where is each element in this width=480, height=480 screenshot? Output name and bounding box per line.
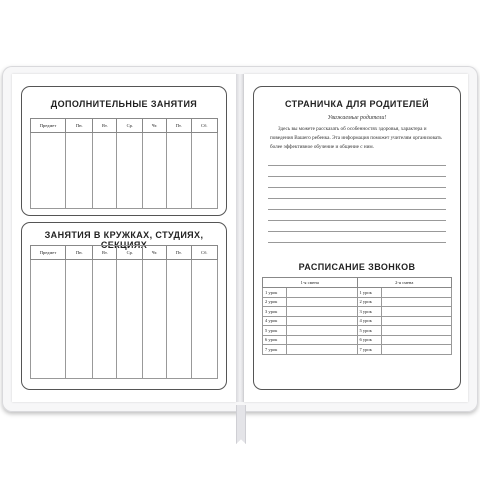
schedule-column-cell[interactable] [66, 133, 93, 209]
lesson-time-cell[interactable] [381, 288, 452, 298]
schedule-column-cell[interactable] [117, 133, 143, 209]
schedule-column-cell[interactable] [166, 133, 191, 209]
parents-intro-text: Здесь вы можете рассказать об особенностях здоровья, характера и поведения Вашего ребенка. Эта информация поможет учителям организовать более эффективное обучение и общение с ним. [270, 126, 442, 150]
lesson-label: 7 урок [357, 345, 381, 355]
lesson-label: 6 урок [357, 335, 381, 345]
schedule-column-header: Пн. [66, 246, 93, 260]
writing-line [268, 242, 446, 243]
writing-line [268, 187, 446, 188]
shift2-header: 2-я смена [357, 278, 452, 288]
schedule-column-cell[interactable] [93, 260, 117, 379]
writing-line [268, 198, 446, 199]
schedule-column-header: Сб. [191, 246, 217, 260]
shift1-header: 1-я смена [263, 278, 358, 288]
lesson-time-cell[interactable] [287, 316, 358, 326]
lesson-time-cell[interactable] [381, 345, 452, 355]
notebook-spine [236, 74, 244, 402]
lesson-label: 5 урок [263, 326, 287, 336]
lesson-time-cell[interactable] [287, 297, 358, 307]
schedule-column-cell[interactable] [143, 133, 167, 209]
schedule-column-header: Ср. [117, 246, 143, 260]
lesson-time-cell[interactable] [381, 326, 452, 336]
lesson-time-cell[interactable] [287, 335, 358, 345]
lesson-label: 1 урок [357, 288, 381, 298]
schedule-column-header: Вт. [93, 246, 117, 260]
lesson-time-cell[interactable] [381, 316, 452, 326]
schedule-column-cell[interactable] [93, 133, 117, 209]
lesson-label: 1 урок [263, 288, 287, 298]
writing-line [268, 176, 446, 177]
lesson-time-cell[interactable] [287, 345, 358, 355]
lesson-label: 5 урок [357, 326, 381, 336]
schedule-column-header: Пн. [66, 119, 93, 133]
writing-line [268, 209, 446, 210]
schedule-column-header: Вт. [93, 119, 117, 133]
parents-greeting: Уважаемые родители! [327, 115, 387, 121]
clubs-frame [21, 222, 227, 390]
extra-classes-table [30, 118, 218, 209]
schedule-column-cell[interactable] [143, 260, 167, 379]
schedule-column-cell[interactable] [31, 133, 66, 209]
schedule-column-cell[interactable] [166, 260, 191, 379]
lesson-label: 3 урок [357, 307, 381, 317]
lesson-label: 6 урок [263, 335, 287, 345]
lesson-label: 7 урок [263, 345, 287, 355]
schedule-column-cell[interactable] [117, 260, 143, 379]
bell-schedule-table [262, 277, 452, 355]
writing-line [268, 220, 446, 221]
lesson-label: 3 урок [263, 307, 287, 317]
schedule-column-header: Предмет [31, 119, 66, 133]
parents-frame [253, 86, 461, 390]
schedule-column-header: Ср. [117, 119, 143, 133]
schedule-column-cell[interactable] [66, 260, 93, 379]
parents-title: СТРАНИЧКА ДЛЯ РОДИТЕЛЕЙ [284, 99, 430, 109]
schedule-column-header: Пт. [166, 119, 191, 133]
clubs-title: ЗАНЯТИЯ В КРУЖКАХ, СТУДИЯХ, СЕКЦИЯХ [44, 230, 204, 250]
lesson-time-cell[interactable] [287, 307, 358, 317]
bookmark-ribbon [236, 405, 246, 444]
schedule-column-header: Предмет [31, 246, 66, 260]
lesson-label: 2 урок [263, 297, 287, 307]
schedule-column-cell[interactable] [191, 260, 217, 379]
right-page [244, 74, 468, 402]
lesson-time-cell[interactable] [287, 288, 358, 298]
schedule-column-header: Сб. [191, 119, 217, 133]
left-page [12, 74, 236, 402]
lesson-time-cell[interactable] [381, 307, 452, 317]
lesson-time-cell[interactable] [381, 335, 452, 345]
lesson-label: 2 урок [357, 297, 381, 307]
bells-title: РАСПИСАНИЕ ЗВОНКОВ [298, 262, 416, 272]
extra-classes-title: ДОПОЛНИТЕЛЬНЫЕ ЗАНЯТИЯ [50, 99, 198, 109]
schedule-column-header: Пт. [166, 246, 191, 260]
schedule-column-cell[interactable] [31, 260, 66, 379]
schedule-column-header: Чт. [143, 246, 167, 260]
writing-line [268, 231, 446, 232]
lesson-label: 4 урок [263, 316, 287, 326]
schedule-column-header: Чт. [143, 119, 167, 133]
schedule-column-cell[interactable] [191, 133, 217, 209]
lesson-label: 4 урок [357, 316, 381, 326]
clubs-table [30, 245, 218, 379]
writing-line [268, 165, 446, 166]
lesson-time-cell[interactable] [381, 297, 452, 307]
lesson-time-cell[interactable] [287, 326, 358, 336]
extra-classes-frame [21, 86, 227, 216]
